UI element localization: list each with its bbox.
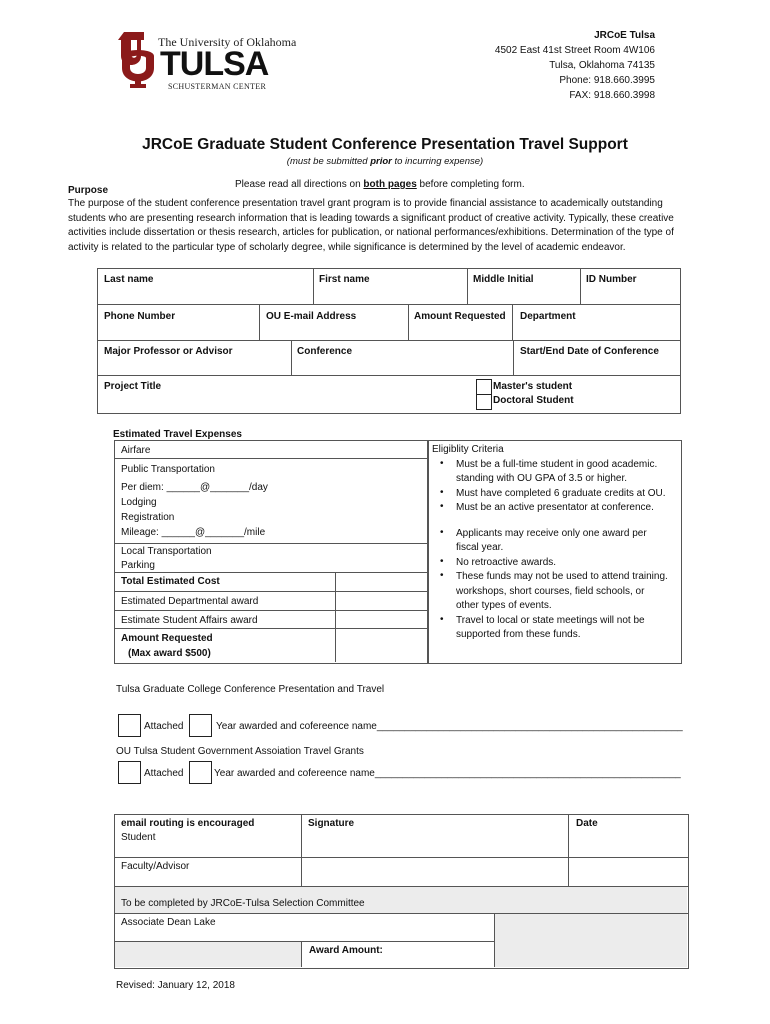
dean-row[interactable]: Associate Dean Lake [121,917,216,928]
masters-checkbox[interactable] [476,379,492,395]
lodging-row[interactable]: Lodging [121,497,157,508]
criteria-line: These funds may not be used to attend training. [456,571,668,582]
directions: Please read all directions on both pages before completing form. [235,179,525,190]
criteria-line: fiscal year. [456,542,504,553]
address-phone: Phone: 918.660.3995 [559,75,655,86]
departmental-award-row[interactable]: Estimated Departmental award [121,596,259,607]
local-transport-row[interactable]: Local Transportation [121,546,212,557]
shaded-area [115,942,301,967]
doctoral-checkbox[interactable] [476,394,492,410]
eligibility-bullet: • [440,614,444,625]
criteria-line: Applicants may receive only one award per [456,528,647,539]
criteria-line: Must be a full-time student in good academic. [456,459,658,470]
address-city: Tulsa, Oklahoma 74135 [549,60,655,71]
committee-label: To be completed by JRCoE-Tulsa Selection Committee [121,898,365,909]
ou-logo-icon [118,28,158,90]
masters-label: Master's student [493,381,573,392]
max-award-note: (Max award $500) [128,648,211,659]
applicant-info-grid [97,268,681,414]
tgc-year-checkbox[interactable] [189,714,212,737]
eligibility-bullet: • [440,527,444,538]
email-field[interactable]: OU E-mail Address [266,311,357,322]
mileage-row[interactable]: Mileage: ______@_______/mile [121,527,266,538]
tgc-year-line[interactable]: Year awarded and cofereence name_______________________________________________________ [216,721,683,732]
eligibility-bullet: • [440,556,444,567]
conference-dates-field[interactable]: Start/End Date of Conference [520,346,659,357]
id-number-field[interactable]: ID Number [586,274,637,285]
middle-initial-field[interactable]: Middle Initial [473,274,534,285]
eligibility-bullet: • [440,570,444,581]
department-field[interactable]: Department [520,311,576,322]
expenses-heading: Estimated Travel Expenses [113,429,242,440]
criteria-line: Must have completed 6 graduate credits at OU. [456,488,666,499]
public-transport-row[interactable]: Public Transportation [121,464,215,475]
form-subtitle: (must be submitted prior to incurring expense) [286,156,484,167]
date-header: Date [576,818,598,829]
student-signature-row[interactable]: Student [121,832,156,843]
project-title-field[interactable]: Project Title [104,381,162,392]
purpose-text: The purpose of the student conference presentation travel grant program is to provide financial assistance to academically outstanding students who are presenting research information that is leading towards a significant product of creative activity. Typically, these creative activities include dissertation or thesis research, articles for publication, or national performances/exhibitions. Determination of the type of activity is related to the particular type of scholarly degree, while significance is determined by the level of academic endeavor. [68,198,674,253]
signature-header: Signature [308,818,355,829]
parking-row[interactable]: Parking [121,560,155,571]
tgc-attached-label: Attached [144,721,184,732]
address-fax: FAX: 918.660.3998 [569,90,655,101]
logo-center: SCHUSTERMAN CENTER [168,82,267,91]
criteria-line: No retroactive awards. [456,557,557,568]
student-affairs-row[interactable]: Estimate Student Affairs award [121,615,258,626]
conference-field[interactable]: Conference [297,346,353,357]
logo-campus: TULSA [160,45,269,83]
revision-date: Revised: January 12, 2018 [116,980,235,991]
professor-field[interactable]: Major Professor or Advisor [104,346,233,357]
faculty-signature-row[interactable]: Faculty/Advisor [121,861,190,872]
eligibility-bullet: • [440,458,444,469]
address-street: 4502 East 41st Street Room 4W106 [494,45,655,56]
criteria-line: Travel to local or state meetings will not be [456,615,645,626]
per-diem-row[interactable]: Per diem: ______@_______/day [121,482,268,493]
tgc-attached-checkbox[interactable] [118,714,141,737]
routing-note: email routing is encouraged [121,818,255,829]
sga-attached-label: Attached [144,768,184,779]
criteria-line: other types of events. [456,600,552,611]
tgc-label: Tulsa Graduate College Conference Presentation and Travel [116,684,385,695]
purpose-label: Purpose [68,185,109,196]
total-cost-row[interactable]: Total Estimated Cost [121,576,220,587]
criteria-line: supported from these funds. [456,629,581,640]
form-title: JRCoE Graduate Student Conference Presentation Travel Support [142,136,628,153]
criteria-line: workshops, short courses, field schools, or [456,586,645,597]
criteria-line: Must be an active presentator at conference. [456,502,654,513]
first-name-field[interactable]: First name [319,274,370,285]
sga-attached-checkbox[interactable] [118,761,141,784]
registration-row[interactable]: Registration [121,512,175,523]
eligibility-heading: Eligiblity Criteria [432,444,504,455]
criteria-line: standing with OU GPA of 3.5 or higher. [456,473,628,484]
award-amount-field[interactable]: Award Amount: [309,945,383,956]
amount-requested-row[interactable]: Amount Requested [121,633,213,644]
shaded-area [494,914,687,967]
phone-field[interactable]: Phone Number [104,311,176,322]
eligibility-bullet: • [440,487,444,498]
last-name-field[interactable]: Last name [104,274,154,285]
sga-label: OU Tulsa Student Government Assoiation Travel Grants [116,746,364,757]
logo-university: The University of Oklahoma [158,35,297,49]
sga-year-checkbox[interactable] [189,761,212,784]
address-name: JRCoE Tulsa [594,30,655,41]
doctoral-label: Doctoral Student [493,395,574,406]
sga-year-line[interactable]: Year awarded and cofereence name_______________________________________________________ [214,768,681,779]
airfare-row[interactable]: Airfare [121,445,151,456]
eligibility-bullet: • [440,501,444,512]
amount-requested-field[interactable]: Amount Requested [414,311,506,322]
